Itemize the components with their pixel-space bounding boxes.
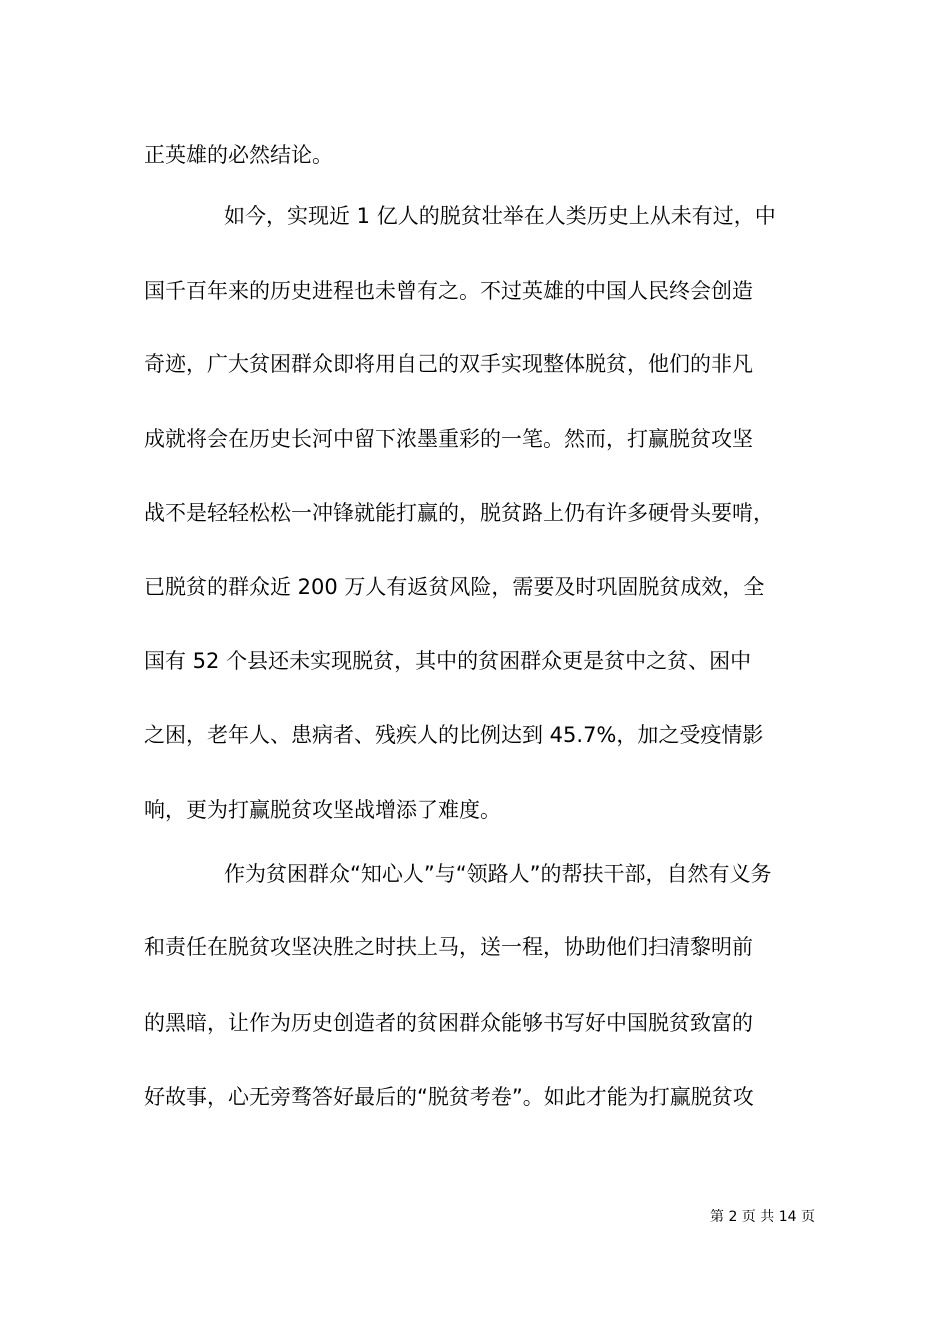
page-number-footer: 第 2 页 共 14 页	[710, 1209, 815, 1225]
paragraph-3-line-3: 的黑暗，让作为历史创造者的贫困群众能够书写好中国脱贫致富的	[144, 1011, 753, 1035]
text-line-1: 正英雄的必然结论。	[144, 143, 333, 167]
paragraph-3-line-2: 和责任在脱贫攻坚决胜之时扶上马，送一程，协助他们扫清黎明前	[144, 935, 753, 959]
paragraph-3-line-1: 作为贫困群众“知心人”与“领路人”的帮扶干部，自然有义务	[224, 862, 772, 886]
paragraph-2-line-9: 响，更为打赢脱贫攻坚战增添了难度。	[144, 798, 501, 822]
paragraph-2-line-5: 战不是轻轻松松一冲锋就能打赢的，脱贫路上仍有许多硬骨头要啃，	[144, 501, 774, 525]
paragraph-2-line-1: 如今，实现近 1 亿人的脱贫壮举在人类历史上从未有过，中	[224, 204, 776, 228]
paragraph-2-line-4: 成就将会在历史长河中留下浓墨重彩的一笔。然而，打赢脱贫攻坚	[144, 427, 753, 451]
paragraph-3-line-4: 好故事，心无旁骛答好最后的“脱贫考卷”。如此才能为打赢脱贫攻	[144, 1085, 754, 1109]
paragraph-2-line-3: 奇迹，广大贫困群众即将用自己的双手实现整体脱贫，他们的非凡	[144, 352, 753, 376]
paragraph-2-line-6: 已脱贫的群众近 200 万人有返贫风险，需要及时巩固脱贫成效，全	[144, 575, 765, 599]
paragraph-2-line-2: 国千百年来的历史进程也未曾有之。不过英雄的中国人民终会创造	[144, 279, 753, 303]
paragraph-2-line-7: 国有 52 个县还未实现脱贫，其中的贫困群众更是贫中之贫、困中	[144, 649, 752, 673]
paragraph-2-line-8: 之困，老年人、患病者、残疾人的比例达到 45.7%，加之受疫情影	[144, 723, 764, 747]
